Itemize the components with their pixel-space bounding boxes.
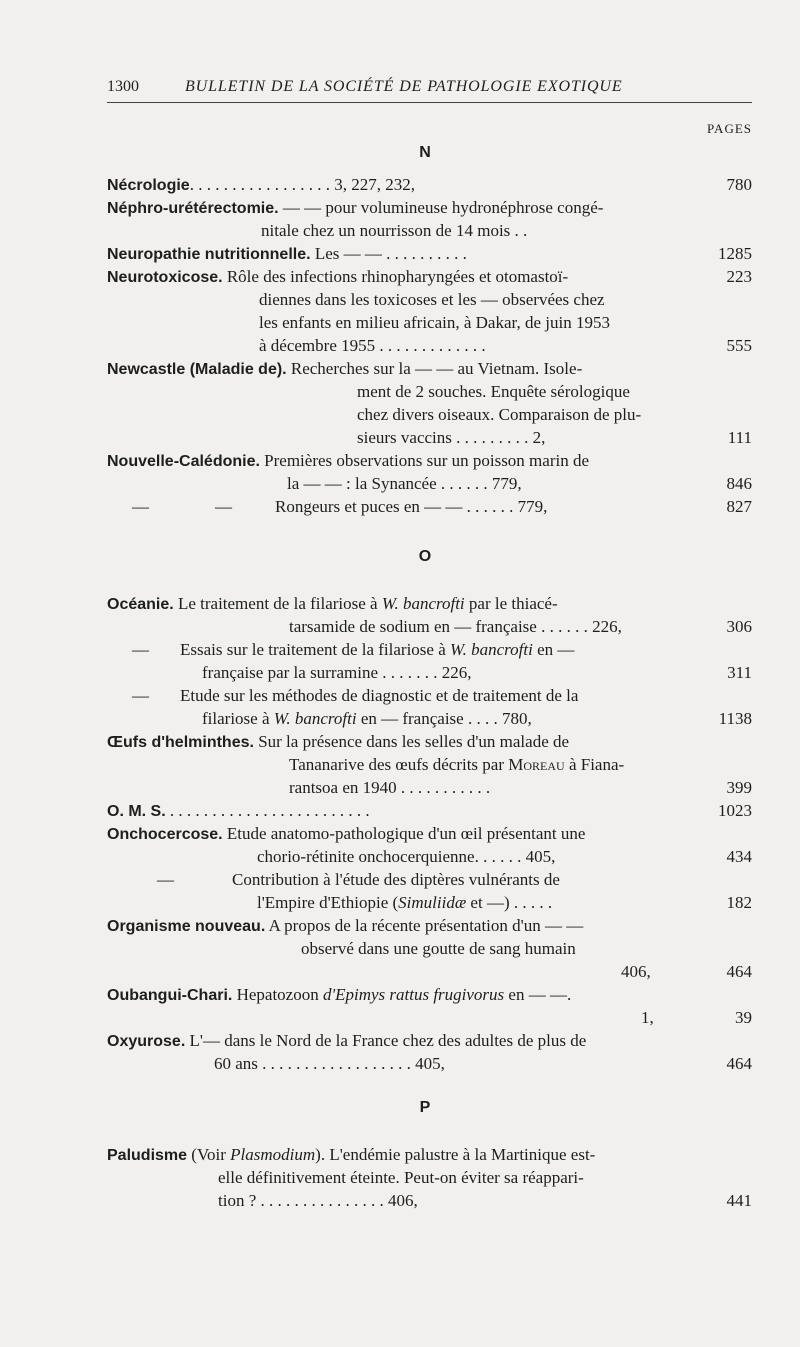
entry-text: en — <box>532 640 575 659</box>
entry-keyword: O. M. S. <box>107 803 166 820</box>
entry-keyword: Paludisme <box>107 1147 188 1164</box>
entry-text: nitale chez un nourrisson de 14 mois . . <box>261 221 528 240</box>
entry-text: Etude sur les méthodes de diagnostic et de traitement de la <box>180 686 579 705</box>
entry-text: l'Empire d'Ethiopie ( <box>257 893 399 912</box>
entry-text: — <box>215 497 232 516</box>
index-line <box>180 685 578 707</box>
entry-keyword: Oubangui-Chari. <box>107 987 233 1004</box>
entry-keyword: Neuropathie nutritionnelle. <box>107 246 311 263</box>
italic-term: Simuliidæ <box>398 893 467 912</box>
index-line <box>301 938 576 960</box>
page-reference: 441 <box>726 1191 752 1210</box>
page-number: 1300 <box>107 78 139 95</box>
entry-text: en — —. <box>504 985 572 1004</box>
section-letter: O <box>418 548 432 565</box>
entry-text: rantsoa en 1940 . . . . . . . . . . . <box>289 778 491 797</box>
entry-text: Premières observations sur un poisson marin de <box>259 451 590 470</box>
index-line <box>218 1190 418 1212</box>
entry-text: — <box>132 497 149 516</box>
index-line <box>357 427 545 449</box>
entry-text: A propos de la récente présentation d'un — — <box>265 916 584 935</box>
index-line <box>107 593 558 615</box>
entry-text: . . . . . . . . . . . . . . . . . 3, 227, 232, <box>189 175 415 194</box>
entry-text: Les — — . . . . . . . . . . <box>310 244 467 263</box>
entry-text: Contribution à l'étude des diptères vulnérants de <box>232 870 560 889</box>
index-line <box>107 731 569 753</box>
entry-text: — — pour volumineuse hydronéphrose congé- <box>278 198 604 217</box>
italic-term: Plasmodium <box>230 1145 316 1164</box>
entry-text: en — française . . . . 780, <box>356 709 532 728</box>
entry-text: (Voir <box>187 1145 231 1164</box>
entry-text: chez divers oiseaux. Comparaison de plu- <box>357 405 642 424</box>
index-line <box>261 220 527 242</box>
index-line <box>641 1007 654 1029</box>
entry-text: par le thiacé- <box>464 594 558 613</box>
page-reference: 182 <box>726 893 752 912</box>
index-line <box>107 1030 586 1052</box>
index-line <box>289 777 490 799</box>
index-line <box>107 197 603 219</box>
index-line <box>132 639 149 661</box>
entry-text: à décembre 1955 . . . . . . . . . . . . . <box>259 336 486 355</box>
index-line <box>107 243 467 265</box>
page-reference: 399 <box>726 778 752 797</box>
page-reference: 846 <box>726 474 752 493</box>
index-line <box>107 823 585 845</box>
entry-text: observé dans une goutte de sang humain <box>301 939 576 958</box>
entry-text: 406, <box>621 962 651 981</box>
running-title: BULLETIN DE LA SOCIÉTÉ DE PATHOLOGIE EXOTIQUE <box>185 78 623 95</box>
entry-keyword: Oxyurose. <box>107 1033 186 1050</box>
entry-text: tarsamide de sodium en — française . . . . . . 226, <box>289 617 622 636</box>
author-name: Moreau <box>508 755 565 774</box>
index-line <box>107 984 571 1006</box>
entry-keyword: Newcastle (Maladie de). <box>107 361 287 378</box>
entry-text: la — — : la Synancée . . . . . . 779, <box>287 474 522 493</box>
page-reference: 780 <box>726 175 752 194</box>
index-line <box>107 358 582 380</box>
entry-text: — <box>132 686 149 705</box>
page-reference: 827 <box>726 497 752 516</box>
entry-text: — <box>157 870 174 889</box>
entry-text: tion ? . . . . . . . . . . . . . . . 406, <box>218 1191 418 1210</box>
entry-text: filariose à <box>202 709 274 728</box>
entry-keyword: Onchocercose. <box>107 826 223 843</box>
index-line <box>107 915 583 937</box>
italic-term: W. bancrofti <box>381 594 465 613</box>
entry-text: Rôle des infections rhinopharyngées et otomastoï- <box>222 267 569 286</box>
index-line <box>180 639 574 661</box>
entry-text: ). L'endémie palustre à la Martinique est- <box>315 1145 596 1164</box>
entry-keyword: Nouvelle-Calédonie. <box>107 453 260 470</box>
entry-text: Tananarive des œufs décrits par <box>289 755 509 774</box>
index-line <box>132 685 149 707</box>
index-line <box>275 496 547 518</box>
index-line <box>257 846 555 868</box>
entry-keyword: Œufs d'helminthes. <box>107 734 254 751</box>
entry-text: Hepatozoon <box>232 985 323 1004</box>
pages-column-label: PAGES <box>707 121 752 136</box>
entry-text: Sur la présence dans les selles d'un malade de <box>253 732 570 751</box>
page-reference: 223 <box>726 267 752 286</box>
entry-text: — <box>132 640 149 659</box>
entry-text: 1, <box>641 1008 654 1027</box>
page-reference: 306 <box>726 617 752 636</box>
page-reference: 464 <box>726 1054 752 1073</box>
index-line <box>257 892 552 914</box>
entry-keyword: Neurotoxicose. <box>107 269 223 286</box>
italic-term: W. bancrofti <box>450 640 533 659</box>
entry-text: Essais sur le traitement de la filariose à <box>180 640 451 659</box>
entry-text: sieurs vaccins . . . . . . . . . 2, <box>357 428 546 447</box>
index-line <box>107 1144 595 1166</box>
entry-text: 60 ans . . . . . . . . . . . . . . . . . . 405, <box>214 1054 445 1073</box>
page-reference: 111 <box>727 428 752 447</box>
index-line <box>357 381 630 403</box>
section-letter: N <box>419 144 431 161</box>
entry-text: française par la surramine . . . . . . . 226, <box>202 663 472 682</box>
page-reference: 1285 <box>718 244 752 263</box>
index-line <box>259 289 605 311</box>
index-line <box>357 404 641 426</box>
index-line <box>259 335 486 357</box>
entry-text: Etude anatomo-pathologique d'un œil présentant une <box>222 824 586 843</box>
index-line <box>107 800 370 822</box>
page-reference: 434 <box>726 847 752 866</box>
entry-text: Rongeurs et puces en — — . . . . . . 779, <box>275 497 548 516</box>
index-line <box>202 662 472 684</box>
index-line <box>259 312 610 334</box>
entry-text: Le traitement de la filariose à <box>173 594 382 613</box>
section-letter: P <box>419 1099 431 1116</box>
index-line <box>232 869 560 891</box>
entry-text: L'— dans le Nord de la France chez des adultes de plus de <box>185 1031 587 1050</box>
entry-text: ment de 2 souches. Enquête sérologique <box>357 382 630 401</box>
index-line <box>621 961 651 983</box>
entry-text: Recherches sur la — — au Vietnam. Isole- <box>286 359 583 378</box>
entry-text: . . . . . . . . . . . . . . . . . . . . . . . . <box>165 801 370 820</box>
page-reference: 555 <box>726 336 752 355</box>
entry-keyword: Nécrologie <box>107 177 190 194</box>
index-line <box>132 496 149 518</box>
entry-text: diennes dans les toxicoses et les — observées chez <box>259 290 605 309</box>
index-line <box>202 708 532 730</box>
index-line <box>157 869 174 891</box>
page-reference: 39 <box>735 1008 752 1027</box>
entry-keyword: Néphro-urétérectomie. <box>107 200 279 217</box>
running-header <box>107 76 752 103</box>
page-reference: 311 <box>727 663 752 682</box>
index-line <box>107 174 415 196</box>
index-line <box>107 450 589 472</box>
index-line <box>289 754 624 776</box>
index-line <box>218 1167 584 1189</box>
page-reference: 1138 <box>718 709 752 728</box>
entry-text: et —) . . . . . <box>466 893 553 912</box>
italic-term: W. bancrofti <box>273 709 357 728</box>
page-reference: 464 <box>726 962 752 981</box>
index-line <box>287 473 522 495</box>
entry-text: à Fiana- <box>564 755 625 774</box>
entry-text: les enfants en milieu africain, à Dakar, de juin 1953 <box>259 313 610 332</box>
entry-keyword: Océanie. <box>107 596 174 613</box>
entry-text: chorio-rétinite onchocerquienne. . . . . . 405, <box>257 847 556 866</box>
index-line <box>289 616 622 638</box>
italic-term: d'Epimys rattus frugivorus <box>322 985 505 1004</box>
index-line <box>214 1053 445 1075</box>
index-line <box>107 266 568 288</box>
entry-keyword: Organisme nouveau. <box>107 918 266 935</box>
index-line <box>215 496 232 518</box>
entry-text: elle définitivement éteinte. Peut-on éviter sa réappari- <box>218 1168 584 1187</box>
page-reference: 1023 <box>718 801 752 820</box>
